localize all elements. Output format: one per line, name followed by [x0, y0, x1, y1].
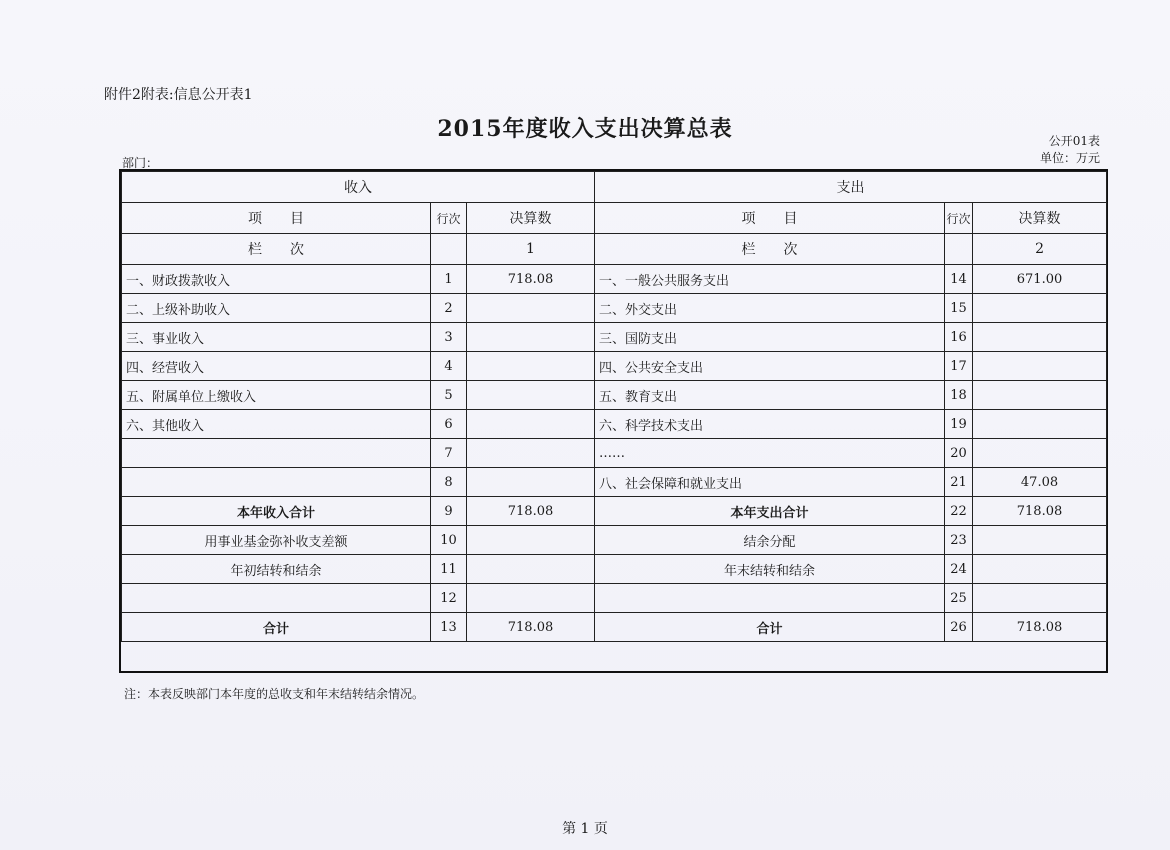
table-row: [122, 613, 1107, 642]
income-item-cell: 用事业基金弥补收支差额: [122, 526, 431, 555]
income-item-col-header: 项 目: [122, 203, 431, 234]
expense-row-number-cell: 14: [945, 265, 973, 294]
income-row-number-cell: 13: [431, 613, 467, 642]
income-row-number-cell: 9: [431, 497, 467, 526]
expense-row-number-cell: 20: [945, 439, 973, 468]
expense-row-number-cell: 25: [945, 584, 973, 613]
income-row-number-cell: 2: [431, 294, 467, 323]
table-row: [122, 439, 1107, 468]
expense-amount-cell: [973, 526, 1107, 555]
income-row-number-cell: 10: [431, 526, 467, 555]
table-row: [122, 323, 1107, 352]
income-item-cell: 年初结转和结余: [122, 555, 431, 584]
income-amount-cell: [467, 584, 595, 613]
income-row-number-cell: 5: [431, 381, 467, 410]
income-row-number-cell: 12: [431, 584, 467, 613]
expense-row-number-cell: 21: [945, 468, 973, 497]
page-number: 第 1 页: [562, 821, 608, 837]
income-row-number-cell: 8: [431, 468, 467, 497]
income-item-cell: [122, 584, 431, 613]
income-row-number-cell: 11: [431, 555, 467, 584]
expense-col-number: 2: [973, 234, 1107, 265]
income-item-cell: 本年收入合计: [122, 497, 431, 526]
income-amount-cell: [467, 468, 595, 497]
income-amount-cell: [467, 410, 595, 439]
income-amount-cell: [467, 439, 595, 468]
income-row-number-cell: 3: [431, 323, 467, 352]
income-amount-cell: [467, 294, 595, 323]
table-row: [122, 584, 1107, 613]
expense-amount-cell: [973, 323, 1107, 352]
expense-item-cell: 八、社会保障和就业支出: [595, 468, 945, 497]
table-row: [122, 294, 1107, 323]
expense-amount-cell: 718.08: [973, 613, 1107, 642]
expense-item-cell: 二、外交支出: [595, 294, 945, 323]
expense-item-cell: ……: [595, 439, 945, 468]
expense-header: 支出: [595, 172, 1107, 203]
expense-amount-cell: 47.08: [973, 468, 1107, 497]
income-item-cell: 六、其他收入: [122, 410, 431, 439]
expense-row-number-cell: 24: [945, 555, 973, 584]
expense-amount-cell: [973, 584, 1107, 613]
expense-item-cell: 五、教育支出: [595, 381, 945, 410]
income-item-cell: [122, 439, 431, 468]
income-lanci-blank: [431, 234, 467, 265]
income-item-cell: 一、财政拨款收入: [122, 265, 431, 294]
income-row-number-cell: 6: [431, 410, 467, 439]
table-column-header-row: [122, 203, 1107, 234]
expense-item-col-header: 项 目: [595, 203, 945, 234]
income-item-cell: 三、事业收入: [122, 323, 431, 352]
income-item-cell: [122, 468, 431, 497]
unit-label: 单位：万元: [1039, 151, 1100, 165]
expense-item-cell: 合计: [595, 613, 945, 642]
footnote: 注：本表反映部门本年度的总收支和年末结转结余情况。: [124, 687, 425, 701]
expense-amount-cell: 671.00: [973, 265, 1107, 294]
income-item-cell: 四、经营收入: [122, 352, 431, 381]
expense-amount-col-header: 决算数: [973, 203, 1107, 234]
income-col-number: 1: [467, 234, 595, 265]
expense-item-cell: 三、国防支出: [595, 323, 945, 352]
income-amount-cell: [467, 381, 595, 410]
attachment-label: 附件2附表:信息公开表1: [104, 87, 253, 103]
table-row: [122, 468, 1107, 497]
expense-amount-cell: [973, 555, 1107, 584]
income-header: 收入: [122, 172, 595, 203]
expense-row-number-cell: 18: [945, 381, 973, 410]
table-row: [122, 265, 1107, 294]
income-amount-col-header: 决算数: [467, 203, 595, 234]
income-amount-cell: [467, 555, 595, 584]
department-label: 部门：: [122, 156, 159, 170]
income-item-cell: 合计: [122, 613, 431, 642]
expense-item-cell: 六、科学技术支出: [595, 410, 945, 439]
expense-lanci-blank: [945, 234, 973, 265]
expense-lanci-label: 栏 次: [595, 234, 945, 265]
table-row: [122, 352, 1107, 381]
income-amount-cell: 718.08: [467, 613, 595, 642]
page-title: 2015年度收入支出决算总表: [437, 116, 733, 142]
table-section-header-row: [122, 172, 1107, 203]
table-row: [122, 497, 1107, 526]
expense-item-cell: 一、一般公共服务支出: [595, 265, 945, 294]
table-row: [122, 381, 1107, 410]
income-item-cell: 二、上级补助收入: [122, 294, 431, 323]
income-row-number-cell: 4: [431, 352, 467, 381]
expense-row-number-cell: 23: [945, 526, 973, 555]
income-row-number-cell: 1: [431, 265, 467, 294]
expense-row-number-cell: 22: [945, 497, 973, 526]
income-row-col-header: 行次: [431, 203, 467, 234]
income-amount-cell: [467, 323, 595, 352]
expense-item-cell: 四、公共安全支出: [595, 352, 945, 381]
form-number: 公开01表: [1048, 134, 1100, 148]
expense-amount-cell: 718.08: [973, 497, 1107, 526]
income-amount-cell: 718.08: [467, 265, 595, 294]
expense-row-number-cell: 19: [945, 410, 973, 439]
expense-amount-cell: [973, 294, 1107, 323]
expense-item-cell: 年末结转和结余: [595, 555, 945, 584]
budget-table-grid: [121, 171, 1107, 642]
expense-row-col-header: 行次: [945, 203, 973, 234]
income-lanci-label: 栏 次: [122, 234, 431, 265]
expense-amount-cell: [973, 352, 1107, 381]
expense-amount-cell: [973, 381, 1107, 410]
table-row: [122, 526, 1107, 555]
income-amount-cell: [467, 352, 595, 381]
expense-amount-cell: [973, 410, 1107, 439]
income-item-cell: 五、附属单位上缴收入: [122, 381, 431, 410]
income-row-number-cell: 7: [431, 439, 467, 468]
table-lanci-row: [122, 234, 1107, 265]
income-amount-cell: [467, 526, 595, 555]
table-row: [122, 555, 1107, 584]
table-row: [122, 410, 1107, 439]
expense-item-cell: [595, 584, 945, 613]
income-amount-cell: 718.08: [467, 497, 595, 526]
expense-item-cell: 结余分配: [595, 526, 945, 555]
expense-row-number-cell: 15: [945, 294, 973, 323]
expense-amount-cell: [973, 439, 1107, 468]
expense-item-cell: 本年支出合计: [595, 497, 945, 526]
budget-table: [119, 169, 1108, 673]
expense-row-number-cell: 17: [945, 352, 973, 381]
expense-row-number-cell: 16: [945, 323, 973, 352]
expense-row-number-cell: 26: [945, 613, 973, 642]
